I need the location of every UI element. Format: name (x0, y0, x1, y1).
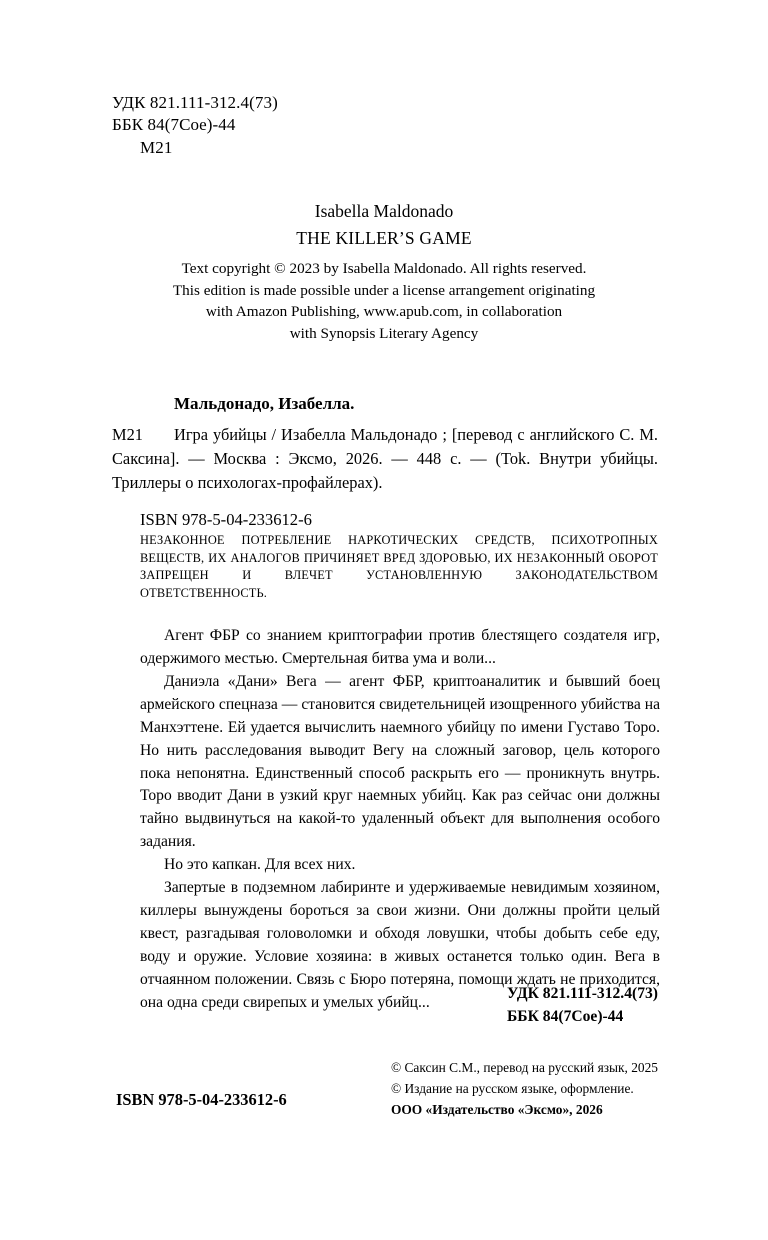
footer-line: © Издание на русском языке, оформление. (390, 1080, 634, 1096)
annotation-paragraph: Агент ФБР со знанием криптографии против блестящего создателя игр, одержимого местью. Смертельная битва ума и воли... (140, 627, 660, 667)
copyright-line: with Amazon Publishing, www.apub.com, in collaboration (205, 303, 563, 321)
udk-code-repeat: УДК 821.111-312.4(73) (506, 985, 658, 1002)
copyright-line: This edition is made possible under a license arrangement originating (172, 281, 596, 299)
annotation-paragraph: Запертые в подземном лабиринте и удерживаемые невидимым хозяином, киллеры вынуждены бороться за свои жизни. Они должны пройти целый квест, разгадывая головоломки и обходя ловушки, чтобы добыть себе еду, воду и оружие. Условие хозяина: в живых останется только один. Вега в отчаянном положении. Связь с Бюро потеряна, помощи ждать не приходится, она одна среди свирепых и умелых убийц... (140, 879, 660, 1011)
footer-line: © Саксин С.М., перевод на русский язык, 2025 (390, 1060, 658, 1075)
footer-publisher: ООО «Издательство «Эксмо», 2026 (390, 1101, 603, 1117)
footer-copyright (391, 1058, 658, 1120)
record-body (112, 423, 658, 494)
udk-code: УДК 821.111-312.4(73) (112, 93, 278, 112)
author-sigla: М21 (140, 137, 173, 157)
record-sigla: М21 (112, 425, 143, 444)
isbn-record: ISBN 978-5-04-233612-6 (140, 510, 312, 530)
original-title: THE KILLER’S GAME (296, 228, 472, 249)
footer-isbn: ISBN 978-5-04-233612-6 (116, 1090, 287, 1109)
copyright-line: Text copyright © 2023 by Isabella Maldonado. All rights reserved. (181, 260, 587, 278)
classification-repeat (507, 982, 658, 1029)
copyright-line: with Synopsis Literary Agency (289, 324, 479, 342)
bbk-code-repeat: ББК 84(7Coe)-44 (506, 1008, 624, 1026)
original-author: Isabella Maldonado (314, 201, 454, 221)
record-author-heading: Мальдонадо, Изабелла. (174, 394, 355, 413)
bibliographic-record (112, 394, 658, 530)
copyright-notice (0, 258, 768, 344)
original-edition-block (0, 198, 768, 345)
book-annotation (140, 625, 660, 1015)
classification-block (112, 92, 278, 159)
record-description: Игра убийцы / Изабелла Мальдонадо ; [перевод с английского С. М. Саксина]. — Москва : Эксмо, 2026. — 448 с. — (Tok. Внутри убийцы. Триллеры о психологах-профайлерах). (112, 425, 658, 492)
legal-notice: НЕЗАКОННОЕ ПОТРЕБЛЕНИЕ НАРКОТИЧЕСКИХ СРЕДСТВ, ПСИХОТРОПНЫХ ВЕЩЕСТВ, ИХ АНАЛОГОВ ПРИЧИНЯЕТ ВРЕД ЗДОРОВЬЮ, ИХ НЕЗАКОННЫЙ ОБОРОТ ЗАПРЕЩЕН И ВЛЕЧЕТ УСТАНОВЛЕННУЮ ЗАКОНОДАТЕЛЬСТВОМ ОТВЕТСТВЕННОСТЬ. (140, 533, 658, 600)
annotation-paragraph: Но это капкан. Для всех них. (164, 856, 356, 874)
bbk-code: ББК 84(7Coe)-44 (112, 115, 236, 135)
annotation-paragraph: Даниэла «Дани» Вега — агент ФБР, криптоаналитик и бывший боец армейского спецназа — становится свидетельницей изощренного убийства на Манхэттене. Ей удается вычислить наемного убийцу по имени Густаво Торо. Но нить расследования выводит Вегу на сложный заговор, цель которого пока непонятна. Единственный способ раскрыть его — проникнуть внутрь. Торо вводит Дани в узкий круг наемных убийц. Как раз сейчас они должны тайно выдвинуться на какой-то удаленный объект для выполнения особого задания. (140, 672, 660, 851)
